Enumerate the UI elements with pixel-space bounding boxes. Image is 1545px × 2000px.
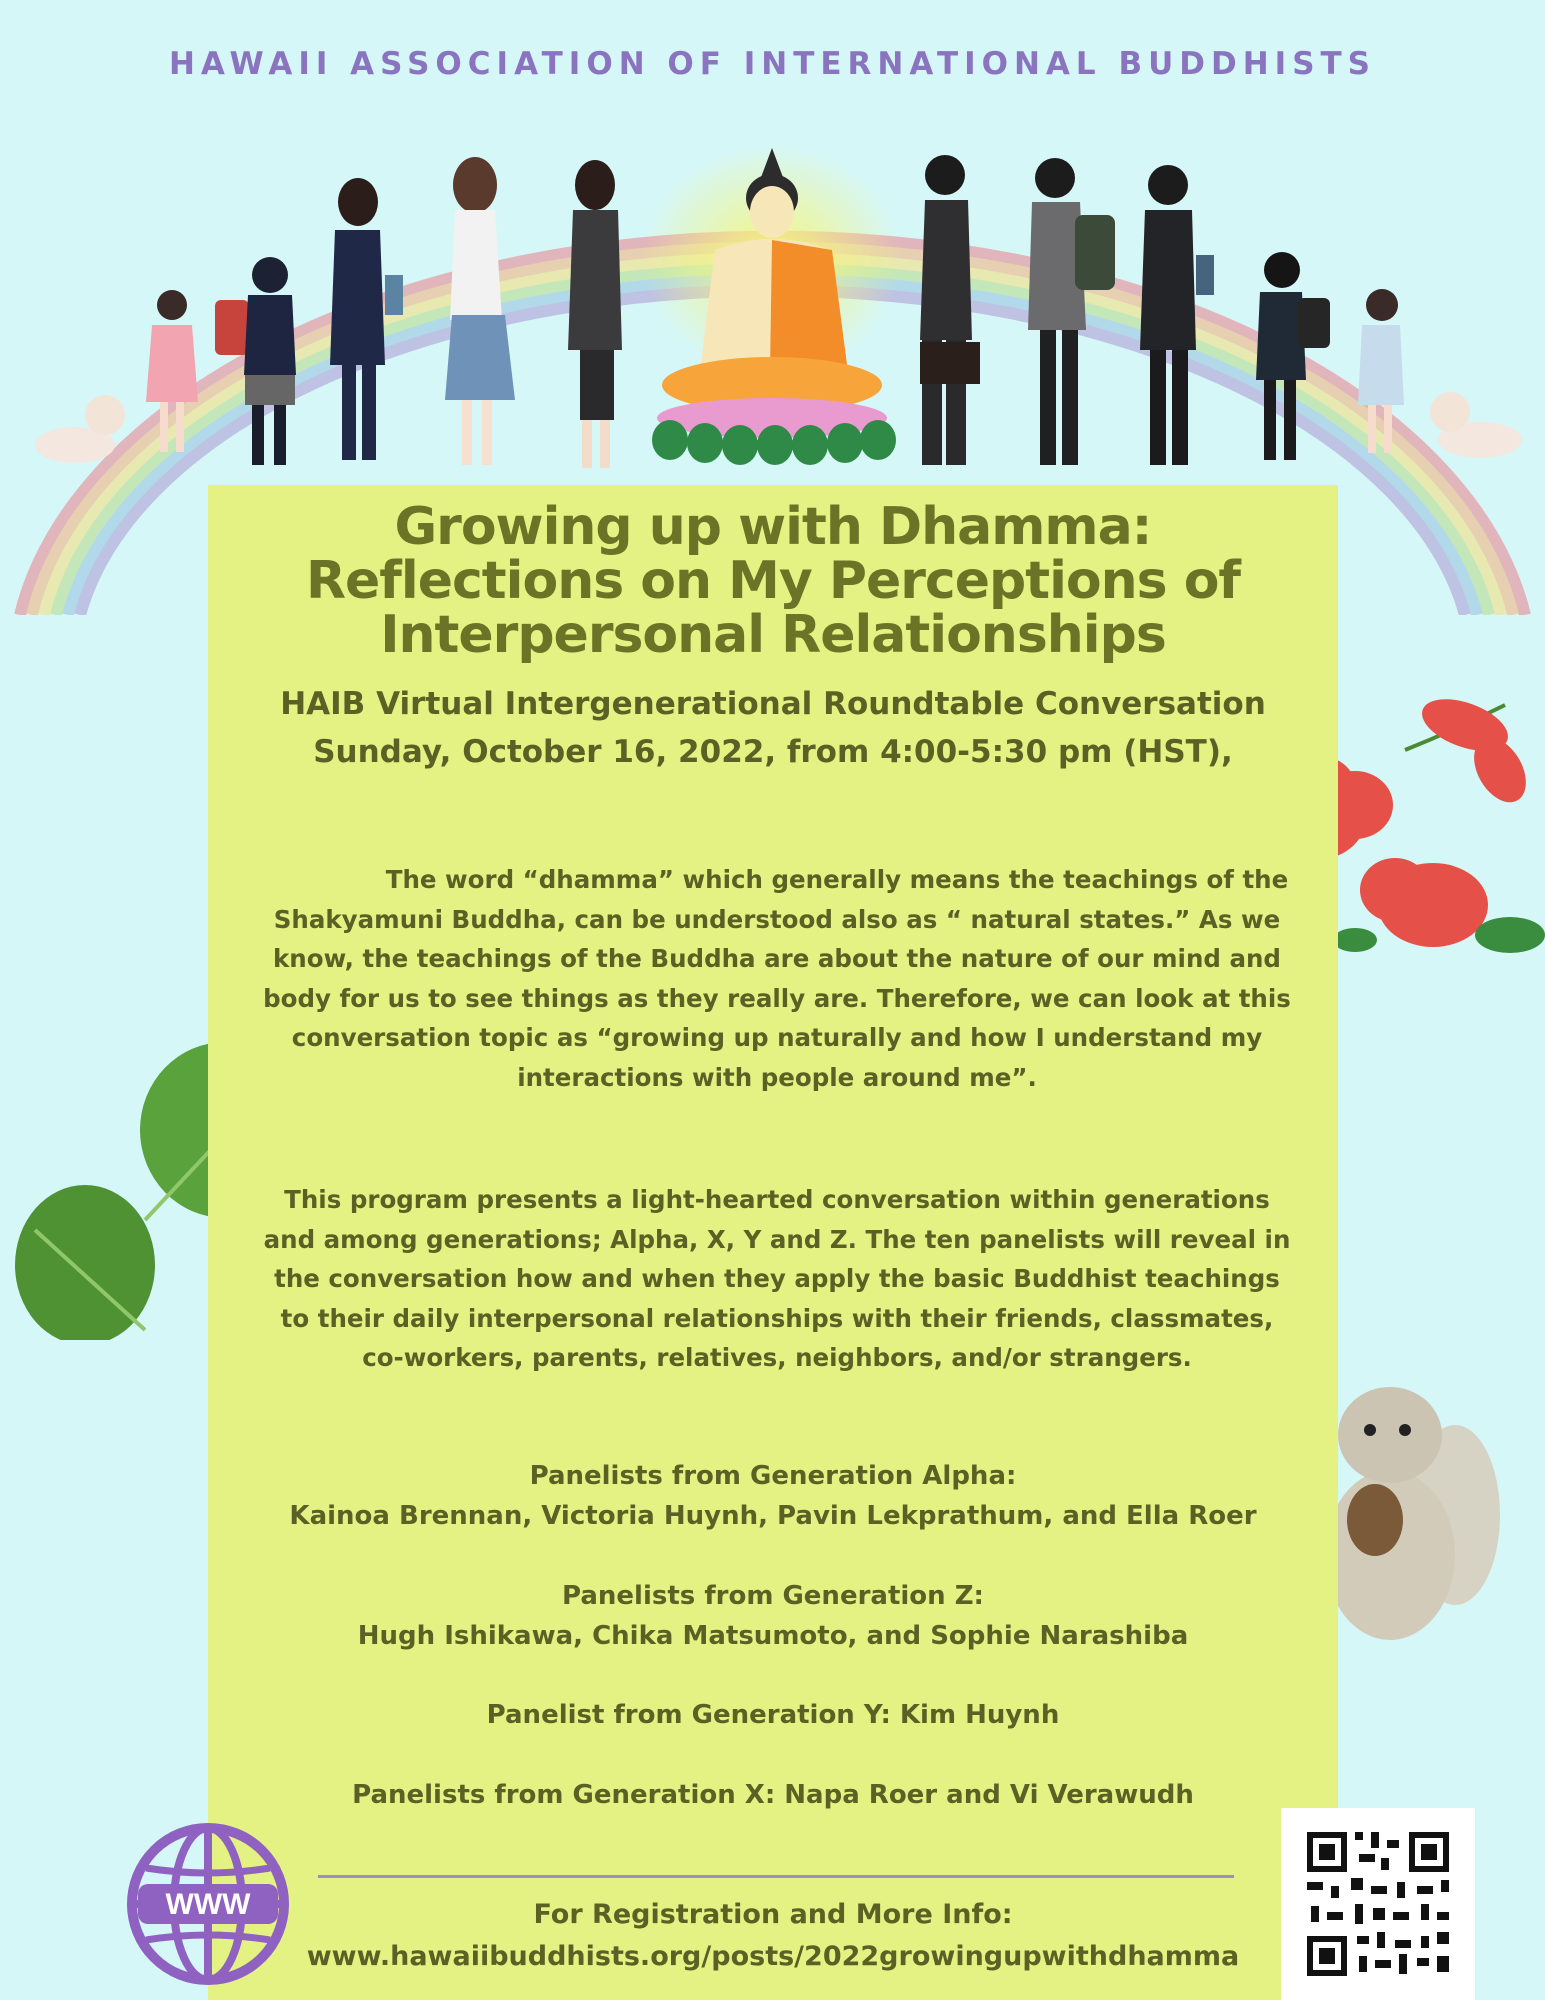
panelists-y: Panelist from Generation Y: Kim Huynh	[486, 1700, 1060, 1730]
paragraph-dhamma	[262, 860, 1292, 1097]
title-line-2: Reflections on My Perceptions of	[305, 551, 1241, 611]
event-title	[208, 497, 1338, 665]
buddha-illustration	[652, 148, 896, 465]
panelists-x: Panelists from Generation X: Napa Roer and Vi Verawudh	[352, 1780, 1194, 1810]
www-globe-icon[interactable]	[124, 1820, 292, 1988]
panelists-z-heading: Panelists from Generation Z:	[562, 1581, 984, 1611]
title-line-3: Interpersonal Relationships	[380, 605, 1166, 665]
businesswoman-figure	[568, 160, 622, 468]
panelists-alpha-heading: Panelists from Generation Alpha:	[529, 1461, 1017, 1491]
event-subtitle: HAIB Virtual Intergenerational Roundtable Conversation	[280, 686, 1266, 722]
man-backpack-figure	[1028, 158, 1115, 465]
boy-backpack-figure	[1256, 252, 1330, 460]
registration-label: For Registration and More Info:	[533, 1899, 1013, 1930]
schoolgirl-figure	[215, 257, 296, 465]
people-lineup-illustration	[0, 140, 1545, 485]
paragraph-dhamma-text: The word “dhamma” which generally means the teachings of the Shakyamuni Buddha, can be understood also as “ natural states.” As we know, the teachings of the Buddha are about the nature of our mind and body for us to see things as they really are. Therefore, we can look at this conversation topic as “growing up naturally and how I understand my interactions with people around me”.	[263, 865, 1291, 1092]
paragraph-program: This program presents a light-hearted conversation within generations and among generations; Alpha, X, Y and Z. The ten panelists will reveal in the conversation how and when they apply the basic Buddhist teachings to their daily interpersonal relationships with their friends, classmates, co-workers, parents, relatives, neighbors, and/or strangers.	[263, 1185, 1291, 1372]
title-line-1: Growing up with Dhamma:	[394, 497, 1152, 557]
registration-url[interactable]: www.hawaiibuddhists.org/posts/2022growingupwithdhamma	[306, 1941, 1240, 1972]
qr-code[interactable]	[1281, 1808, 1475, 2000]
divider-line	[318, 1875, 1234, 1878]
globe-label: WWW	[165, 1888, 251, 1921]
schoolboy-figure	[1140, 165, 1214, 465]
baby-right-figure	[1430, 392, 1522, 458]
panelists-alpha	[208, 1456, 1338, 1536]
panelists-z	[208, 1576, 1338, 1656]
registration-info	[208, 1894, 1338, 1978]
student-girl-figure	[330, 178, 403, 460]
businessman-figure	[920, 155, 980, 465]
baby-left-figure	[35, 395, 125, 463]
panelists-z-names: Hugh Ishikawa, Chika Matsumoto, and Sophie Narashiba	[357, 1621, 1189, 1651]
panelists-alpha-names: Kainoa Brennan, Victoria Huynh, Pavin Lekprathum, and Ella Roer	[289, 1501, 1257, 1531]
woman-blue-skirt-figure	[445, 157, 515, 465]
organization-name: HAWAII ASSOCIATION OF INTERNATIONAL BUDDHISTS	[168, 46, 1377, 82]
toddler-boy-figure	[1358, 289, 1404, 453]
girl-pink-figure	[146, 290, 198, 452]
event-datetime: Sunday, October 16, 2022, from 4:00-5:30 pm (HST),	[313, 734, 1233, 770]
